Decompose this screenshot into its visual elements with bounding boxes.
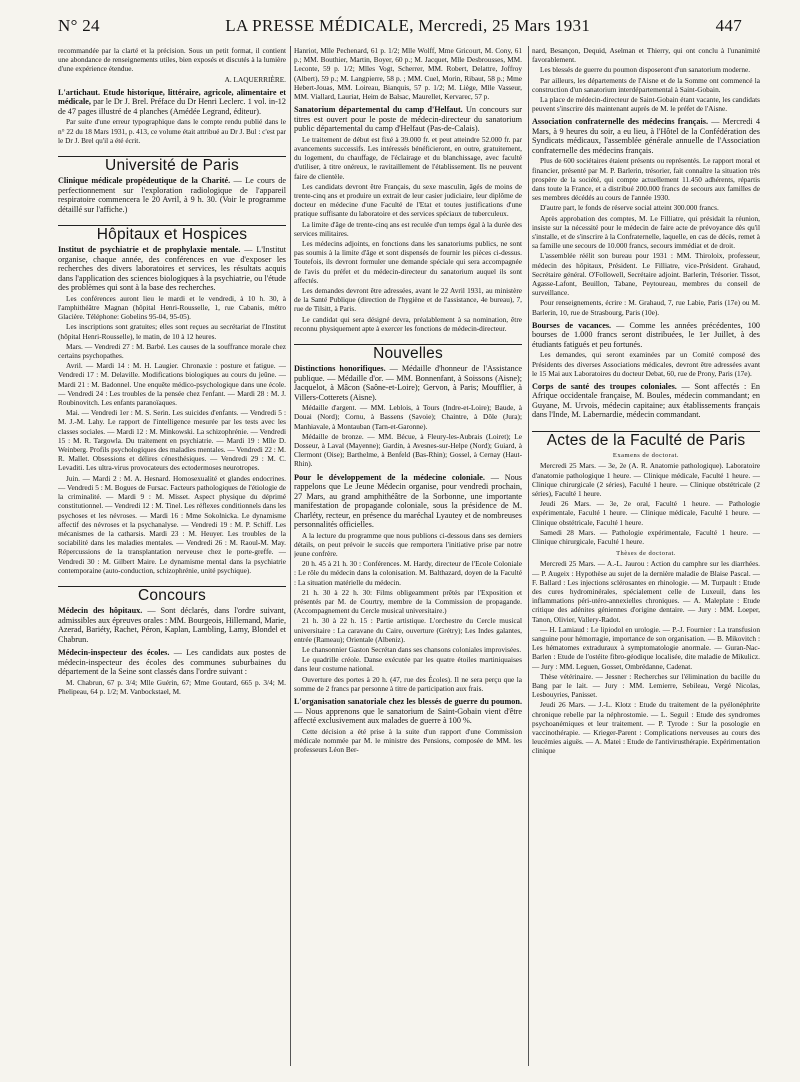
paragraph: Les demandes, qui seront examinées par un Comité composé des Présidents des diverses Associations médicales, devront être adressées avant le 15 Mai aux Laboratoires du docteur Debat, 60, rue de Prony, Paris (17e). bbox=[532, 350, 760, 378]
paragraph: Samedi 28 Mars. — Pathologie expérimentale, Faculté 1 heure. — Clinique chirurgicale, Faculté 1 heure. bbox=[532, 527, 760, 547]
item-heading: Médecin des hôpitaux. — Sont déclarés, dans l'ordre suivant, admissibles aux épreuves orales : MM. Bourgeois, Hillemand, Marie, Azerad, Bariéty, Rachet, Péron, Kaplan, Lambling, Lamy, Blondel et Chabrun. bbox=[58, 606, 286, 644]
paragraph: A la lecture du programme que nous publions ci-dessous dans ses derniers détails, on peut prévoir le succès que remportera l'initiative prise par notre jeune confrère. bbox=[294, 530, 522, 559]
item-heading: L'organisation sanatoriale chez les blessés de guerre du poumon. — Nous apprenons que le sanatorium de Saint-Gobain vient d'être affecté exclusivement aux malades de guerre à 100 %. bbox=[294, 697, 522, 726]
paragraph: L'assemblée réélit son bureau pour 1931 : MM. Thiroloix, professeur, médecin des hôpitaux, Président. Le Filliatre, vice-Président. Grahaud, Secrétaire général. O'Followell, Secrétaire adjoint. Barlerin, Trésorier. Tissot, Agasse-Lafont, Beuillon, Tabane, Peytoureau, membres du conseil de surveillance. bbox=[532, 251, 760, 298]
paragraph: Pour renseignements, écrire : M. Grahaud, 7, rue Labie, Paris (17e) ou M. Barlerin, 10, rue de Strasbourg, Paris (10e). bbox=[532, 298, 760, 317]
paragraph: 21 h. 30 à 22 h. 15 : Partie artistique. L'orchestre du Cercle musical universitaire : La caravane du Caire, ouverture (Grétry); Les Indes galantes, entrée (Rameau); Orientale (Albeniz). bbox=[294, 616, 522, 644]
page-header bbox=[58, 14, 742, 38]
section-heading-nouvelles: Nouvelles bbox=[294, 344, 522, 358]
section-heading-hopitaux: Hôpitaux et Hospices bbox=[58, 225, 286, 239]
paragraph: nard, Besançon, Dequid, Aselman et Thierry, qui ont conclu à l'unanimité favorablement. bbox=[532, 46, 760, 65]
paragraph: Plus de 600 sociétaires étaient présents ou représentés. Le rapport moral et financier, présenté par M. P. Barlerin, trésorier, fait connaître la situation très prospère de la société, qui compte actuellement 11.450 adhérents, répartis dans toute la France, et a distribué 200.000 francs de secours aux familles de ses membres décédés au cours de l'année 1930. bbox=[532, 156, 760, 203]
paragraph: Les demandes devront être adressées, avant le 22 Avril 1931, au ministère de la Santé Publique (direction de l'hygiène et de l'assistance, 4e bureau), 7, rue de Tilsitt, à Paris. bbox=[294, 285, 522, 314]
paragraph: Ouverture des portes à 20 h. (47, rue des Écoles). Il ne sera perçu que la somme de 2 francs par personne à titre de participation aux frais. bbox=[294, 674, 522, 693]
journal-title: LA PRESSE MÉDICALE, Mercredi, 25 Mars 1931 bbox=[225, 16, 591, 35]
paragraph: M. Chabrun, 67 p. 3/4; Mlle Guérin, 67; Mme Goutard, 665 p. 3/4; M. Phelipeau, 64 p. 1/2; M. Vanbockstael, M. bbox=[58, 677, 286, 696]
item-heading: Association confraternelle des médecins français. — Mercredi 4 Mars, à 9 heures du soir, a eu lieu, à l'Hôtel de la Confédération des Syndicats médicaux, l'assemblée générale annuelle de l'Association confraternelle des médecins français. bbox=[532, 117, 760, 155]
paragraph: Le chansonnier Gaston Secrétan dans ses chansons coloniales improvisées. bbox=[302, 645, 522, 655]
paragraph: Le quadrille créole. Danse exécutée par les quatre étoiles martiniquaises dans leur costume national. bbox=[294, 655, 522, 674]
paragraph: La limite d'âge de trente-cinq ans est reculée d'un temps égal à la durée des services militaires. bbox=[294, 219, 522, 238]
subheading-theses: Thèses de doctorat. bbox=[616, 550, 676, 558]
column-divider bbox=[290, 46, 291, 1066]
paragraph: Les blessés de guerre du poumon disposeront d'un sanatorium moderne. bbox=[540, 65, 751, 75]
column-right bbox=[532, 46, 760, 1076]
section-heading-actes: Actes de la Faculté de Paris bbox=[532, 431, 760, 445]
paragraph: Mercredi 25 Mars. — 3e, 2e (A. R. Anatomie pathologique). Laboratoire d'anatomie pathologique 1 heure. — Clinique médicale, Faculté 1 heure. — Clinique chirurgicale (2 séries), Faculté 1 heure. — Clinique obstétricale (2 séries), Faculté 1 heure. bbox=[532, 461, 760, 498]
paragraph: Mercredi 25 Mars. — A.-L. Jaurou : Action du camphre sur les diarrhées. — P. Augeix : Hypothèse au sujet de la dernière maladie de Blaise Pascal. — F. Ballard : Les injections sclérosantes en rhinologie. — M. Turpault : Etude des cures hydrominérales, spécialement celle de Luxeuil, dans les inflammations péri-utéro-annexielles chroniques. — A. Maleplate : Etude critique des adénites géniennes d'origine dentaire. — Jury : MM. Loeper, Tanon, Olivier, Vallery-Radot. bbox=[532, 559, 760, 624]
paragraph: Le traitement de début est fixé à 39.000 fr. et peut atteindre 52.000 fr. par avancements successifs. Les intéressés bénéficieront, en outre, gratuitement, du logement, du chauffage, de l'éclairage et du blanchissage, avec faculté d'utiliser, à titre onéreux, le ravitaillement de l'établissement. Ils ne peuvent faire de clientèle. bbox=[294, 134, 522, 181]
paragraph: Jeudi 26 Mars. — 3e, 2e oral, Faculté 1 heure. — Pathologie expérimentale, Faculté 1 heure. — Clinique médicale, Faculté 1 heure. — Clinique obstétricale, Faculté 1 heure. bbox=[532, 499, 760, 527]
paragraph: D'autre part, le fonds de réserve social atteint 300.000 francs. bbox=[540, 203, 719, 213]
paragraph: Avril. — Mardi 14 : M. H. Laugier. Chronaxie : posture et fatigue. — Vendredi 17 : M. Delaville. Modifications biologiques au cours du jeûne. — Mardi 21 : M. Badonnel. Une enquête médico-psychologique dans une école. — Vendredi 24 : Les troubles de la pensée chez l'enfant. — Mardi 28 : M. J. Roubinovitch. Les enfants paranoïaques. bbox=[58, 361, 286, 408]
signature: A. LAQUERRIÈRE. bbox=[224, 74, 286, 84]
item-heading: Clinique médicale propédeutique de la Charité. — Le cours de perfectionnement sur l'exploration radiologique de l'appareil respiratoire commencera le 20 Avril, à 9 h. 30. (Voir le programme détaillé sur l'affiche.) bbox=[58, 176, 286, 214]
section-heading-concours: Concours bbox=[58, 586, 286, 600]
paragraph: Mars. — Vendredi 27 : M. Barbé. Les causes de la souffrance morale chez certains psychopathes. bbox=[58, 341, 286, 361]
subheading-examens: Examens de doctorat. bbox=[612, 452, 680, 460]
paragraph: Médaille de bronze. — MM. Bécue, à Fleury-les-Aubrais (Loiret); Le Dosseur, à Laval (Mayenne); Gardin, à Avesnes-sur-Helpe (Nord); Guiard, à Clermont (Oise); Barthelme, à Benfeld (Bas-Rhin); Gossel, à Cernay (Haut-Rhin). bbox=[294, 431, 522, 469]
column-divider bbox=[528, 46, 529, 1066]
paragraph: Par suite d'une erreur typographique dans le compte rendu publié dans le n° 22 du 18 Mars 1931, p. 413, ce volume était attribué au Dr J. Bul : c'est par le Dr J. Brel qu'il a été écrit. bbox=[58, 117, 286, 145]
paragraph: Le candidat qui sera désigné devra, préalablement à sa nomination, être reconnu physiquement apte à exercer les fonctions de médecin-directeur. bbox=[294, 314, 522, 333]
paragraph: Jeudi 26 Mars. — J.-L. Klotz : Etude du traitement de la pyélonéphrite chronique rebelle par la néphrostomie. — L. Seguil : Etude des syndromes psychoanémiques et leur traitement. — P. Tyrode : Sur la posologie en vaccinothérapie. — Krieger-Parent : Complications nerveuses au cours des leucémies aiguës. — A. Matei : Etude de l'antivirusthérapie. Expérimentation clinique bbox=[532, 700, 760, 756]
page-number: 447 bbox=[715, 16, 742, 35]
paragraph: Cette décision a été prise à la suite d'un rapport d'une Commission médicale nommée par M. le ministre des Pensions, composée de MM. les professeurs Léon Ber- bbox=[294, 726, 522, 754]
issue-number: N° 24 bbox=[58, 16, 100, 35]
item-heading: Corps de santé des troupes coloniales. — Sont affectés : En Afrique occidentale française, M. Boules, médecin commandant; en Guyane, M. Urvois, médecin capitaine; aux établissements français dans l'Inde, M. Labernardie, médecin commandant. bbox=[532, 381, 760, 420]
paragraph: recommandée par la clarté et la précision. Sous un petit format, il contient une abondance de renseignements utiles, bien exposés et discutés à la lumière d'une expérience étendue. bbox=[58, 46, 286, 74]
paragraph: 20 h. 45 à 21 h. 30 : Conférences. M. Hardy, directeur de l'Ecole Coloniale : Le rôle du médecin dans la colonisation. M. Balthazard, doyen de la Faculté : La situation matérielle du médecin. bbox=[294, 559, 522, 587]
column-left bbox=[58, 46, 286, 1076]
paragraph: Médaille d'argent. — MM. Leblois, à Tours (Indre-et-Loire); Baude, à Douai (Nord); Cornu, à Bassens (Savoie); Chaintre, à Dôle (Jura); Manhiavale, à Montauban (Tarn-et-Garonne). bbox=[294, 403, 522, 431]
item-heading: Distinctions honorifiques. — Médaille d'honneur de l'Assistance publique. — Médaille d'or. — MM. Bonnenfant, à Soissons (Aisne); Jacquelot, à Mâcon (Saône-et-Loire); Gervon, à Paris; Moufflier, à Villers-Cotterets (Aisne). bbox=[294, 364, 522, 402]
paragraph: Mai. — Vendredi 1er : M. S. Serin. Les suicides d'enfants. — Vendredi 5 : M. J.-M. Lahy. Le rapport de l'intelligence mesurée par les tests avec les classes sociales. — Mardi 12 : M. Minkowski. La schizophrénie. — Vendredi 15 : M. R. Targowla. Du traitement en psychiatrie. — Mardi 19 : Mlle D. Weinberg. Profils psychologiques des maladies mentales. — Vendredi 22 : M. R. Mallet. Obsessions et délires cénesthésiques. — Vendredi 29 : M. C. Levaditi. Les ultra-virus provocateurs des ectodermoses neurotropes. bbox=[58, 408, 286, 473]
paragraph: Les médecins adjoints, en fonctions dans les sanatoriums publics, ne sont pas soumis à la limite d'âge et sont dispensés de fournir les pièces ci-dessus. Toutefois, ils devront formuler une demande spéciale qui sera accompagnée de l'avis du préfet et du médecin-directeur du sanatorium auquel ils sont affectés. bbox=[294, 238, 522, 285]
column-middle bbox=[294, 46, 522, 1076]
paragraph: Après approbation des comptes, M. Le Filliatre, qui présidait la réunion, insiste sur la nécessité pour le médecin de faire acte de prévoyance dès qu'il s'installe, et de s'inscrire à la Confraternelle, laquelle, en cas de décès, remet à sa famille une secours de 10.000 francs, secours immédiat et de droit. bbox=[532, 213, 760, 251]
item-heading: Bourses de vacances. — Comme les années précédentes, 100 bourses de 1.000 francs seront distribuées, le 1er Juillet, à des étudiants fatigués et peu fortunés. bbox=[532, 320, 760, 349]
paragraph: — H. Lamiaud : Le lipiodol en urologie. — P.-J. Fournier : La transfusion sanguine pour hémorragie, importance de son organisation. — B. Mikovitch : Les hématomes extraduraux à symptomatologie anormale. — Guran-Nac-Barlen : Etude de l'ostéite fibro-géodique localisée, dite maladie de Mikulicz. — Jury : MM. Leguen, Gosset, Ombrédanne, Cadenat. bbox=[532, 624, 760, 671]
paragraph: La place de médecin-directeur de Saint-Gobain étant vacante, les candidats peuvent s'inscrire dès maintenant auprès de M. le préfet de l'Aisne. bbox=[532, 95, 760, 114]
item-heading: Pour le développement de la médecine coloniale. — Nous rappelons que Le Jeune Médecin organise, pour vendredi prochain, 27 Mars, au grand amphithéâtre de la Sorbonne, une importante manifestation de propagande coloniale, sous la présidence de M. Charléty, recteur, en présence du maréchal Lyautey et de nombreuses personnalités officielles. bbox=[294, 472, 522, 530]
paragraph: Juin. — Mardi 2 : M. A. Hesnard. Homosexualité et glandes endocrines. — Vendredi 5 : M. Bogues de Fursac. Facteurs pathologiques de l'étiologie de la criminalité. — Mardi 9 : M. Misset. Aspect physique du déprimé constitutionnel. — Vendredi 12 : M. Tinel. Les réflexes conditionnels dans les psychoses et les névroses. — Mardi 16 : Mme Sokolnicka. Le dynamisme affectif des névroses et la psychanalyse. — Vendredi 19 : M. P. Schiff. Les mécanismes de la catharsis. Mardi 23 : M. Heuyer. Les troubles de la sociabilité dans les maladies mentales. — Vendredi 26 : M. Raoul-M. May. Répercussions de la transplantation nerveuse chez le porte-greffe. — Vendredi 30 : M. Gilbert Maire. Le dynamisme mental dans la psychiatrie contemporaine (auto-conduction, schizophrénie, unité psychique). bbox=[58, 473, 286, 575]
paragraph: Les conférences auront lieu le mardi et le vendredi, à 10 h. 30, à l'amphithéâtre Magnan (hôpital Henri-Rousselle, 1, rue Cabanis, métro Glacière. Téléphone: Gobelins 95-04, 95-05). bbox=[58, 293, 286, 322]
paragraph: Thèse vétérinaire. — Jessner : Recherches sur l'élimination du bacille du Bang par le lait. — Jury : MM. Lemierre, Sebileau, Vergé Nicolas, Lesbouyries, Panisset. bbox=[532, 671, 760, 700]
item-heading: Médecin-inspecteur des écoles. — Les candidats aux postes de médecin-inspecteur des écoles des communes suburbaines du département de la Seine sont classés dans l'ordre suivant : bbox=[58, 648, 286, 677]
item-heading: Sanatorium départemental du camp d'Helfaut. Un concours sur titres est ouvert pour le poste de médecin-directeur du sanatorium public départemental du camp d'Helfaut (Pas-de-Calais). bbox=[294, 105, 522, 134]
paragraph: Les inscriptions sont gratuites; elles sont reçues au secrétariat de l'Institut (hôpital Henri-Rousselle), le matin, de 10 à 12 heures. bbox=[58, 322, 286, 341]
item-heading: L'artichaut. Etude historique, littéraire, agricole, alimentaire et médicale, par le Dr J. Brel. Préface du Dr Henri Leclerc. 1 vol. in-12 de 47 pages illustré de 4 planches (Amédée Legrand, éditeur). bbox=[58, 87, 286, 116]
paragraph: Hanriot, Mlle Pechenard, 61 p. 1/2; Mlle Wolff, Mme Gricourt, M. Cony, 61 p.; MM. Bouthier, Martin, Boyer, 60 p.; M. Jacquet, Mlle Desbrousses, MM. Leconte, 59 p. 1/2; Mlles Vogt, Scherrer, MM. Robert, Delattre, Joffroy (Albert), 59 p.; M. Langpierre, 58 p. ; MM. Cuel, Morin, Ribaut, 58 p.; Mme Hebert-Jouas, MM. Loireau, Bianquis, 57 p. 1/2; M. Liège, Mlle Vasseur, MM. Viallard, Lauriat, Heim de Balsac, Maurellet, Kervarec, 57 p. bbox=[294, 46, 522, 102]
section-heading-universite: Université de Paris bbox=[58, 156, 286, 170]
paragraph: Les candidats devront être Français, du sexe masculin, âgés de moins de trente-cinq ans et produire un extrait de leur casier judiciaire, leur diplôme de docteur en médecine d'une Faculté de l'Etat et toutes justifications d'une pratique suffisante du laboratoire et des services spéciaux de tuberculeux. bbox=[294, 181, 522, 219]
item-heading: Institut de psychiatrie et de prophylaxie mentale. — L'Institut organise, chaque année, des conférences en vue d'exposer les recherches des divers laboratoires et services, les résultats acquis dans l'application des sciences biologiques à la psychiatrie, ou l'étude des problèmes qui sont à la base des recherches. bbox=[58, 245, 286, 293]
paragraph: Par ailleurs, les départements de l'Aisne et de la Somme ont commencé la construction d'un sanatorium interdépartemental à Saint-Gobain. bbox=[532, 75, 760, 94]
paragraph: 21 h. 30 à 22 h. 30: Films obligeamment prêtés par l'Exposition et présentés par M. de Courtry, membre de la Commission de propagande. (Accompagnement du Cercle musical universitaire.) bbox=[294, 587, 522, 616]
